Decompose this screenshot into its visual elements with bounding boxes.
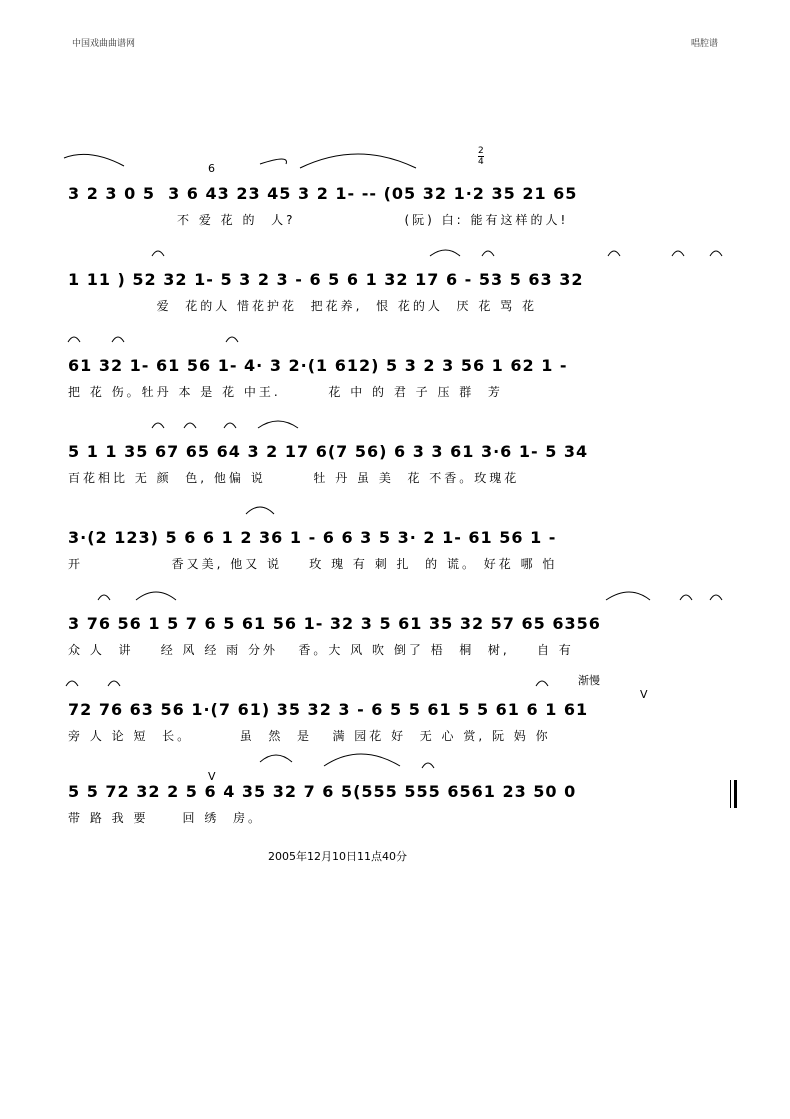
breath-mark: V (208, 770, 216, 783)
tempo-marking: 渐慢 (578, 674, 600, 687)
lyrics-line: 开 香又美, 他又 说 玫 瑰 有 刺 扎 的 谎。 好花 哪 怕 (68, 557, 558, 571)
score-row-8 (60, 770, 740, 854)
notation-line: 1 11 ) 52 32 1- 5 3 2 3 - 6 5 6 1 32 17 6 - 53 5 63 32 (68, 270, 584, 289)
notation-line: 3·(2 123) 5 6 6 1 2 36 1 - 6 6 3 5 3· 2 1- 61 56 1 - (68, 528, 557, 547)
notation-line: 5 5 72 32 2 5 6 4 35 32 7 6 5(555 555 6561 23 50 0 (68, 782, 577, 801)
lyrics-line: 众 人 讲 经 风 经 雨 分外 香。大 风 吹 倒了 梧 桐 树, 自 有 (68, 643, 574, 657)
lyrics-line: 不 爱 花 的 人? (阮) 白: 能有这样的人! (68, 213, 569, 227)
notation-line: 5 1 1 35 67 65 64 3 2 17 6(7 56) 6 3 3 61 3·6 1- 5 34 (68, 442, 589, 461)
notation-line: 61 32 1- 61 56 1- 4· 3 2·(1 612) 5 3 2 3 56 1 62 1 - (68, 356, 568, 375)
lyrics-line: 爱 花的人 惜花护花 把花养, 恨 花的人 厌 花 骂 花 (68, 299, 537, 313)
lyrics-line: 旁 人 论 短 长。 虽 然 是 满 园花 好 无 心 赏, 阮 妈 你 (68, 729, 551, 743)
sheet-type-header: 唱腔谱 (690, 39, 718, 49)
notation-line: 3 76 56 1 5 7 6 5 61 56 1- 32 3 5 61 35 32 57 65 6356 (68, 614, 601, 633)
lyrics-line: 百花相比 无 颜 色, 他偏 说 牡 丹 虽 美 花 不香。玫瑰花 (68, 471, 520, 485)
lyrics-line: 带 路 我 要 回 绣 房。 (68, 811, 263, 825)
notation-line: 3 2 3 0 5 3 6 43 23 45 3 2 1- -- (05 32 1·2 35 21 65 (68, 184, 578, 203)
site-header-left: 中国戏曲曲谱网 (72, 39, 136, 49)
breath-mark: V (640, 688, 648, 701)
grace-note: 6 (208, 162, 215, 175)
date-stamp: 2005年12月10日11点40分 (268, 850, 407, 863)
time-signature: 2 4 (478, 146, 484, 167)
lyrics-line: 把 花 伤。牡丹 本 是 花 中王. 花 中 的 君 子 压 群 芳 (68, 385, 503, 399)
notation-line: 72 76 63 56 1·(7 61) 35 32 3 - 6 5 5 61 5 5 61 6 1 61 (68, 700, 589, 719)
